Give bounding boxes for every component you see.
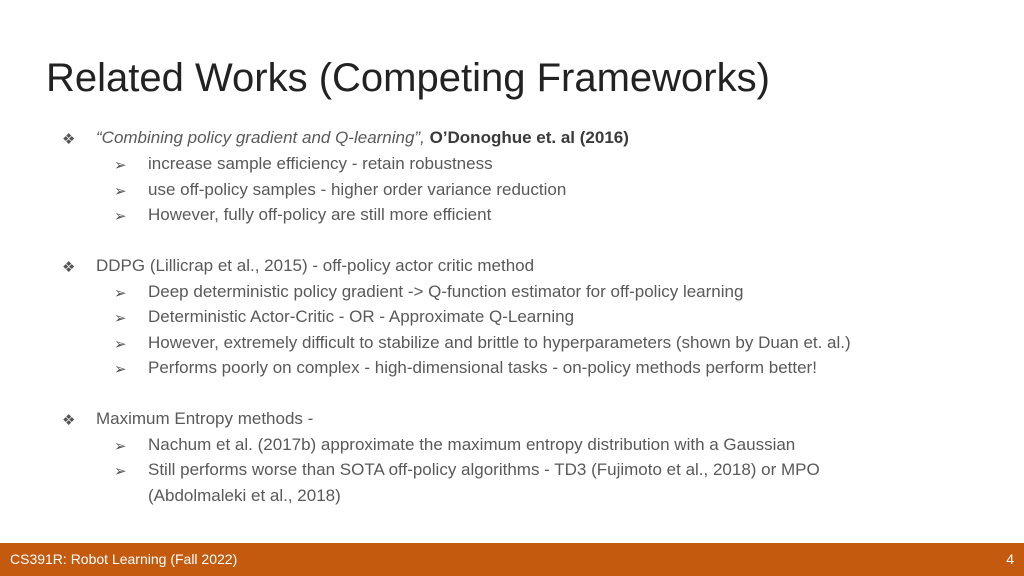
diamond-bullet-icon: ❖ [62, 258, 76, 276]
arrow-bullet-icon: ➢ [114, 437, 127, 455]
course-label: CS391R: Robot Learning (Fall 2022) [10, 551, 238, 567]
list-item: use off-policy samples - higher order variance reduction [148, 180, 567, 199]
diamond-bullet-icon: ❖ [62, 411, 76, 429]
list-item: However, extremely difficult to stabilize and brittle to hyperparameters (shown by Duan et. al.) [148, 333, 851, 352]
section-heading [96, 128, 629, 148]
list-item: Nachum et al. (2017b) approximate the maximum entropy distribution with a Gaussian [148, 435, 796, 454]
section-heading: Maximum Entropy methods - [96, 409, 314, 428]
list-item: increase sample efficiency - retain robustness [148, 154, 493, 173]
list-item: Deterministic Actor-Critic - OR - Approximate Q-Learning [148, 307, 575, 326]
arrow-bullet-icon: ➢ [114, 156, 127, 174]
arrow-bullet-icon: ➢ [114, 309, 127, 327]
arrow-bullet-icon: ➢ [114, 284, 127, 302]
paper-authors: O’Donoghue et. al (2016) [429, 128, 629, 147]
footer-bar [0, 543, 1024, 576]
arrow-bullet-icon: ➢ [114, 335, 127, 353]
list-item: Still performs worse than SOTA off-policy algorithms - TD3 (Fujimoto et al., 2018) or MPO [148, 460, 820, 479]
arrow-bullet-icon: ➢ [114, 360, 127, 378]
paper-title: “Combining policy gradient and Q-learning”, [96, 128, 425, 147]
section-heading: DDPG (Lillicrap et al., 2015) - off-policy actor critic method [96, 256, 535, 275]
arrow-bullet-icon: ➢ [114, 462, 127, 480]
list-item-continuation: (Abdolmaleki et al., 2018) [148, 486, 341, 505]
list-item: Performs poorly on complex - high-dimensional tasks - on-policy methods perform better! [148, 358, 817, 377]
arrow-bullet-icon: ➢ [114, 207, 127, 225]
page-number: 4 [1006, 551, 1014, 567]
slide-title: Related Works (Competing Frameworks) [46, 56, 770, 100]
list-item: However, fully off-policy are still more efficient [148, 205, 492, 224]
list-item: Deep deterministic policy gradient -> Q-function estimator for off-policy learning [148, 282, 744, 301]
diamond-bullet-icon: ❖ [62, 130, 76, 148]
arrow-bullet-icon: ➢ [114, 182, 127, 200]
